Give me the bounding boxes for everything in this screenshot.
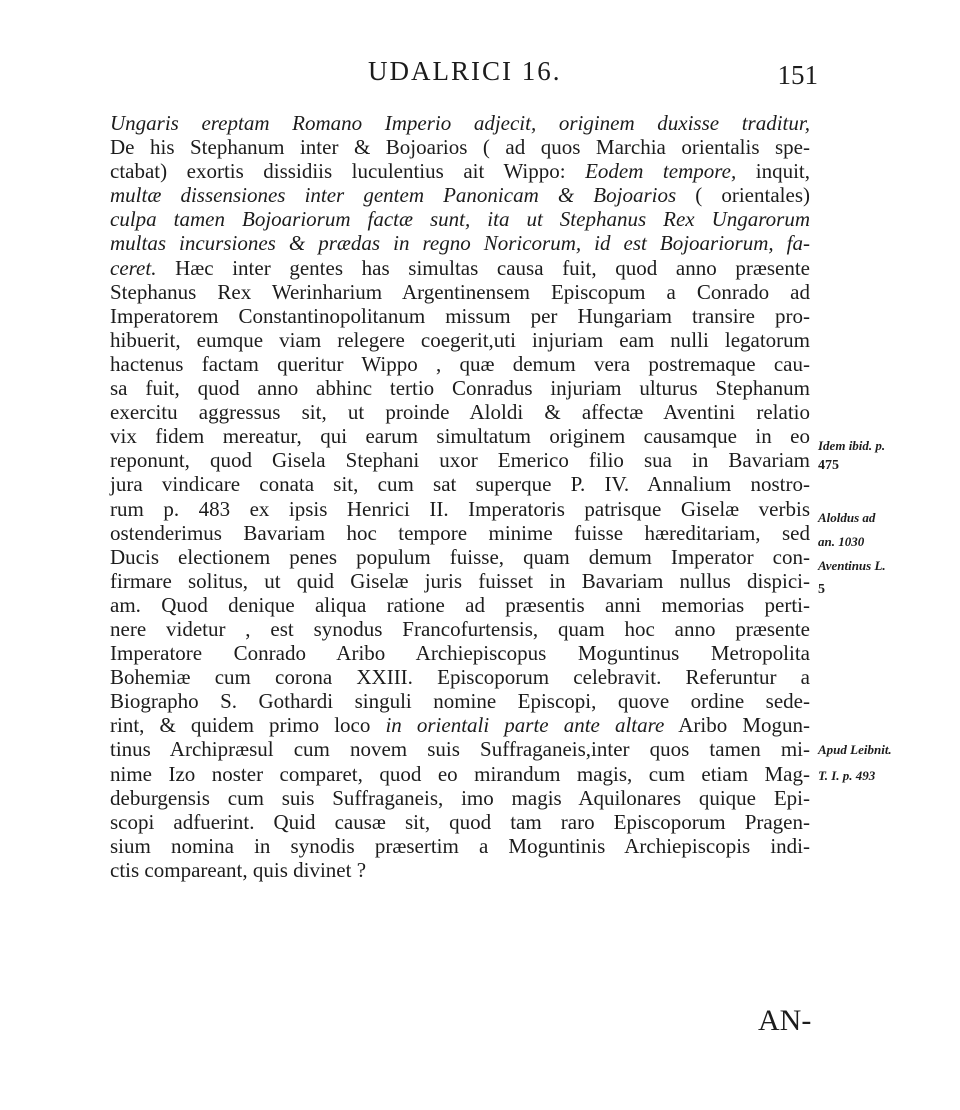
running-head: UDALRICI 16. — [368, 56, 562, 86]
margin-note: an. 1030 — [818, 534, 865, 549]
text-line — [110, 135, 810, 159]
italic-segment: Eodem tempore, — [585, 159, 737, 184]
italic-segment: multæ dissensiones inter gentem Panonicam & Bojoarios — [110, 183, 677, 208]
text-segment: nere videtur , est synodus Francofurtensis, quam hoc anno præsente — [110, 616, 810, 641]
text-segment: hibuerit, eumque viam relegere coegerit,uti injuriam eam nulli legatorum — [110, 327, 810, 352]
italic-segment: culpa tamen Bojoariorum factæ sunt, ita ut Stephanus Rex Ungarorum — [110, 207, 810, 232]
text-line — [110, 786, 810, 810]
margin-note: Idem ibid. p. — [818, 438, 886, 453]
text-segment: De his Stephanum inter & Bojoarios ( ad quos Marchia orientalis spe- — [110, 135, 810, 160]
text-line — [110, 569, 810, 593]
text-line — [110, 810, 810, 834]
text-segment: Imperatore Conrado Aribo Archiepiscopus Moguntinus Metropolita — [110, 641, 810, 666]
text-segment: scopi adfuerint. Quid causæ sit, quod tam raro Episcoporum Pragen- — [110, 809, 810, 834]
text-segment: deburgensis cum suis Suffraganeis, imo magis Aquilonares quique Epi- — [110, 785, 810, 810]
text-segment: tinus Archipræsul cum novem suis Suffraganeis,inter quos tamen mi- — [110, 737, 810, 762]
text-line — [110, 497, 810, 521]
text-segment: inquit, — [736, 159, 810, 184]
body-text — [110, 111, 810, 882]
page-number: 151 — [777, 60, 818, 90]
text-line — [110, 376, 810, 400]
margin-note: T. I. p. 493 — [818, 768, 876, 783]
text-line — [110, 280, 810, 304]
margin-note: 5 — [818, 582, 825, 597]
text-line — [110, 424, 810, 448]
text-line — [110, 713, 810, 737]
text-segment: Hæc inter gentes has simultas causa fuit, quod anno præsente — [156, 255, 810, 280]
text-line — [110, 159, 810, 183]
text-line — [110, 352, 810, 376]
catchword: AN- — [758, 1004, 812, 1037]
margin-note: Apud Leibnit. — [818, 742, 892, 757]
text-line — [110, 762, 810, 786]
text-segment: Aribo Mogun- — [664, 713, 811, 738]
text-line — [110, 111, 810, 135]
text-segment: reponunt, quod Gisela Stephani uxor Emerico filio sua in Bavariam — [110, 448, 810, 473]
text-segment: ostenderimus Bavariam hoc tempore minime fuisse hæreditariam, sed — [110, 520, 810, 545]
text-line — [110, 858, 810, 882]
italic-segment: multas incursiones & prædas in regno Noricorum, id est Bojoariorum, fa- — [110, 231, 810, 256]
text-line — [110, 400, 810, 424]
text-segment: rint, & quidem primo loco — [110, 713, 386, 738]
text-segment: ( orientales) — [676, 183, 810, 208]
text-line — [110, 834, 810, 858]
text-line — [110, 593, 810, 617]
text-segment: ctis compareant, quis divinet ? — [110, 857, 367, 882]
margin-note: Aventinus L. — [818, 558, 886, 573]
text-line — [110, 689, 810, 713]
text-segment: Imperatorem Constantinopolitanum missum per Hungariam transire pro- — [110, 303, 810, 328]
text-segment: Biographo S. Gothardi singuli nomine Episcopi, quove ordine sede- — [110, 689, 810, 714]
text-line — [110, 545, 810, 569]
text-line — [110, 207, 810, 231]
text-segment: Ducis electionem penes populum fuisse, quam demum Imperator con- — [110, 544, 810, 569]
text-line — [110, 641, 810, 665]
text-line — [110, 737, 810, 761]
text-line — [110, 448, 810, 472]
text-segment: sa fuit, quod anno abhinc tertio Conradus injuriam ulturus Stephanum — [110, 376, 810, 401]
italic-segment: in orientali parte ante altare — [385, 713, 665, 738]
text-segment: Bohemiæ cum corona XXIII. Episcoporum celebravit. Referuntur a — [110, 665, 810, 690]
text-segment: ctabat) exortis dissidiis luculentius ait Wippo: — [110, 159, 586, 184]
text-segment: exercitu aggressus sit, ut proinde Aloldi & affectæ Aventini relatio — [110, 400, 810, 425]
text-line — [110, 328, 810, 352]
text-line — [110, 256, 810, 280]
text-segment: jura vindicare conata sit, cum sat superque P. IV. Annalium nostro- — [110, 472, 810, 497]
text-segment: sium nomina in synodis præsertim a Moguntinis Archiepiscopis indi- — [110, 833, 810, 858]
margin-note: Aloldus ad — [818, 510, 876, 525]
italic-segment: Ungaris ereptam Romano Imperio adjecit, originem duxisse traditur, — [110, 111, 810, 135]
text-segment: vix fidem mereatur, qui earum simultatum originem causamque in eo — [110, 424, 810, 449]
text-segment: Stephanus Rex Werinharium Argentinensem Episcopum a Conrado ad — [110, 279, 810, 304]
text-segment: nime Izo noster comparet, quod eo mirandum magis, cum etiam Mag- — [110, 761, 810, 786]
text-line — [110, 183, 810, 207]
text-segment: hactenus factam queritur Wippo , quæ demum vera postremaque cau- — [110, 351, 810, 376]
text-line — [110, 472, 810, 496]
text-line — [110, 665, 810, 689]
text-segment: firmare solitus, ut quid Giselæ juris fuisset in Bavariam nullus dispici- — [110, 568, 810, 593]
text-segment: rum p. 483 ex ipsis Henrici II. Imperatoris patrisque Giselæ verbis — [110, 496, 810, 521]
text-line — [110, 231, 810, 255]
text-line — [110, 521, 810, 545]
margin-note: 475 — [818, 458, 839, 473]
text-line — [110, 617, 810, 641]
text-segment: am. Quod denique aliqua ratione ad præsentis anni memorias perti- — [110, 592, 810, 617]
text-line — [110, 304, 810, 328]
italic-segment: ceret. — [110, 255, 157, 280]
